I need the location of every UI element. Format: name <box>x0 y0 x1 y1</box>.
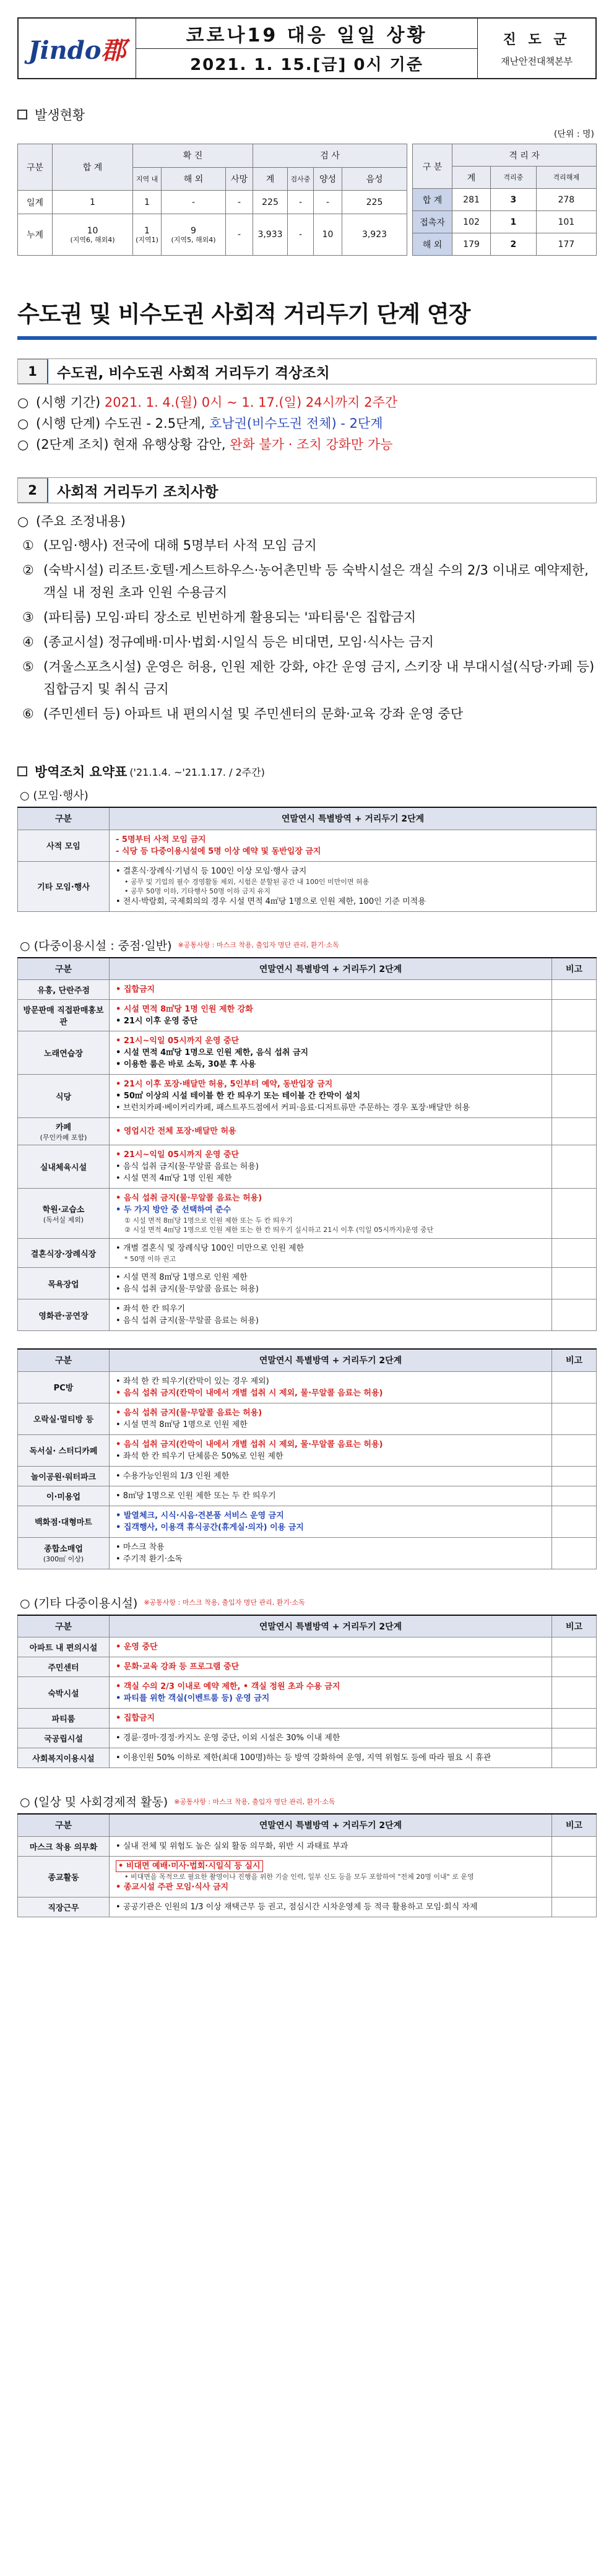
section-2-header: 2 사회적 거리두기 조치사항 <box>17 477 597 503</box>
measure-content: • 문화·교육 강좌 등 프로그램 중단 <box>110 1657 552 1677</box>
measure-content: • 21시~익일 05시까지 운영 중단 • 음식 섭취 금지(물·무알콜 음료는 허용) • 시설 면적 4㎡당 1명 인원 제한 <box>110 1145 552 1189</box>
remarks-cell <box>552 1537 597 1569</box>
facility-category: 오락실·멀티방 등 <box>18 1403 110 1434</box>
remarks-cell <box>552 1000 597 1031</box>
remarks-cell <box>552 1506 597 1537</box>
measure-content: • 8㎡당 1명으로 인원 제한 또는 두 칸 띄우기 <box>110 1486 552 1506</box>
measure-content: • 비대면 예배·미사·법회·시일식 등 실시 • 비대면을 목적으로 필요한 촬영이나 진행을 위한 기술 인력, 일부 신도 등을 모두 포함하여 "전체 20명 이내" 로 운영 • 종교시설 주관 모임·식사 금지 <box>110 1856 552 1897</box>
daily-activity-table: 구분 연말연시 특별방역 + 거리두기 2단계 비고 마스크 착용 의무화 • 실내 전체 및 위험도 높은 실외 활동 의무화, 위반 시 과태료 부과 종교활동 • 비대면 예배·미사·법회·시일식 등 실시 • 비대면을 목적으로 필요한 촬영이나 진행을 위한 기술 인력, 일부 신도 등을 모두 포함하여 "전체 20명 이내" 로 운영 • 종교시설 주관 모임·식사 금지 직장근무 • 공공기관은 인원의 1/3 이상 재택근무 등 권고, 점심시간 시차운영제 등 적극 활용하고 모임·회식 자제 <box>17 1813 597 1917</box>
facility-category: 결혼식장·장례식장 <box>18 1239 110 1268</box>
item-text: (주민센터 등) 아파트 내 편의시설 및 주민센터의 문화·교육 강좌 운영 중단 <box>43 706 464 721</box>
remarks-cell <box>552 1677 597 1709</box>
measure-row <box>18 1466 597 1486</box>
section-2-list <box>17 534 597 725</box>
adjustment-item <box>17 534 597 557</box>
logo-mark: Jindo郡 <box>28 35 126 65</box>
facility-category: 숙박시설 <box>18 1677 110 1709</box>
status-unit: (단위 : 명) <box>553 129 594 139</box>
item-text: (숙박시설) 리조트·호텔·게스트하우스·농어촌민박 등 숙박시설은 객실 수의 2/3 이내로 예약제한, 객실 내 정원 초과 인원 수용금지 <box>43 563 589 600</box>
facility-category: 방문판매 직접판매홍보관 <box>18 1000 110 1031</box>
measure-content: • 21시~익일 05시까지 운영 중단 • 시설 면적 4㎡당 1명으로 인원 제한, 음식 섭취 금지 • 이용한 룸은 바로 소독, 30분 후 사용 <box>110 1031 552 1075</box>
measure-row <box>18 1486 597 1506</box>
measure-row <box>18 1728 597 1748</box>
facility-category: 놀이공원·워터파크 <box>18 1466 110 1486</box>
multi-subtitle: ○ (다중이용시설 : 중점·일반) ※공통사항 : 마스크 착용, 출입자 명단 관리, 환기·소독 <box>20 939 339 953</box>
facility-category: 실내체육시설 <box>18 1145 110 1189</box>
measure-row <box>18 1856 597 1897</box>
report-header <box>17 17 597 79</box>
case-status-table: 구분 합 계 확 진 검 사 지역 내 해 외 사망 계 검사중 양성 음성 일계 1 1 - - 225 - - 225 누계 10 (지역6, 해외4) 1 (지역1) 9 (지역5, 해외4) - 3,933 - 10 3,923 <box>17 144 407 256</box>
facility-category: 아파트 내 편의시설 <box>18 1637 110 1657</box>
remarks-cell <box>552 1239 597 1268</box>
cumulative-row: 누계 10 (지역6, 해외4) 1 (지역1) 9 (지역5, 해외4) - 3,933 - 10 3,923 <box>18 214 407 256</box>
facility-category: 학원·교습소 (독서실 제외) <box>18 1189 110 1239</box>
remarks-cell <box>552 1836 597 1856</box>
measure-row <box>18 1677 597 1709</box>
item-number: ⑤ <box>22 659 34 674</box>
facility-category: 유흥, 단란주점 <box>18 980 110 1000</box>
facility-category: PC방 <box>18 1371 110 1403</box>
remarks-cell <box>552 1637 597 1657</box>
remarks-cell <box>552 1466 597 1486</box>
measure-row <box>18 1657 597 1677</box>
facility-category: 직장근무 <box>18 1897 110 1917</box>
checkbox-icon <box>17 766 27 776</box>
measure-content: • 실내 전체 및 위험도 높은 실외 활동 의무화, 위반 시 과태료 부과 <box>110 1836 552 1856</box>
measure-row <box>18 1709 597 1728</box>
measure-content: • 집합금지 <box>110 980 552 1000</box>
remarks-cell <box>552 1657 597 1677</box>
item-number: ③ <box>22 610 34 625</box>
measure-row <box>18 1268 597 1299</box>
other-subtitle: ○ (기타 다중이용시설) ※공통사항 : 마스크 착용, 출입자 명단 관리, 환기·소독 <box>20 1596 305 1610</box>
adjustment-item <box>17 656 597 700</box>
daily-row: 일계 1 1 - - 225 - - 225 <box>18 191 407 214</box>
facility-category: 백화점·대형마트 <box>18 1506 110 1537</box>
remarks-cell <box>552 1075 597 1118</box>
measure-row <box>18 1403 597 1434</box>
org-name: 진 도 군 <box>503 32 571 48</box>
measure-row <box>18 1118 597 1145</box>
measure-content: • 좌석 한 칸 띄우기(칸막이 있는 경우 제외) • 음식 섭취 금지(칸막이 내에서 개별 섭취 시 제외, 물·무알콜 음료는 허용) <box>110 1371 552 1403</box>
measure-row <box>18 1031 597 1075</box>
adjustment-item <box>17 606 597 628</box>
measure-content: • 음식 섭취 금지(물·무알콜 음료는 허용) • 시설 면적 8㎡당 1명으로 인원 제한 <box>110 1403 552 1434</box>
measure-content: • 집합금지 <box>110 1709 552 1728</box>
status-section-title: 발생현황 <box>17 105 597 124</box>
item-number: ⑥ <box>22 706 34 721</box>
checkbox-icon <box>17 110 27 119</box>
measure-row <box>18 1075 597 1118</box>
report-title: 코로나19 대응 일일 상황 <box>136 19 477 49</box>
main-heading: 수도권 및 비수도권 사회적 거리두기 단계 연장 <box>17 295 597 340</box>
meeting-subtitle: ○ (모임·행사) <box>20 789 89 802</box>
item-number: ① <box>22 538 34 553</box>
measure-row <box>18 1836 597 1856</box>
measure-content: • 시설 면적 8㎡당 1명으로 인원 제한 • 음식 섭취 금지(물·무알콜 음료는 허용) <box>110 1268 552 1299</box>
remarks-cell <box>552 1709 597 1728</box>
dept-name: 재난안전대책본부 <box>501 56 573 67</box>
item-text: (겨울스포츠시설) 운영은 허용, 인원 제한 강화, 야간 운영 금지, 스키장 내 부대시설(식당·카페 등) 집합금지 및 취식 금지 <box>43 659 595 696</box>
meeting-table: 구분 연말연시 특별방역 + 거리두기 2단계 사적 모임 - 5명부터 사적 모임 금지 - 식당 등 다중이용시설에 5명 이상 예약 및 동반입장 금지 기타 모임·행사 • 결혼식·장례식·기념식 등 100인 이상 모임·행사 금지 • 공무 및 기업의 필수 경영활동 제외, 시험은 분할된 공간 내 100인 미만이면 허용 • 공무 50명 이하, 기타행사 50명 이하 금지 유지 • 전시·박람회, 국제회의의 경우 시설 면적 4㎡당 1명으로 인원 제한, 100인 기준 미적용 <box>17 807 597 912</box>
facility-category: 종합소매업 (300㎡ 이상) <box>18 1537 110 1569</box>
report-date: 2021. 1. 15.[금] 0시 기준 <box>190 55 423 74</box>
summary-title: 방역조치 요약표 ('21.1.4. ~'21.1.17. / 2주간) <box>17 762 597 781</box>
item-text: (모임·행사) 전국에 대해 5명부터 사적 모임 금지 <box>43 538 317 553</box>
jindo-logo <box>19 19 136 78</box>
measure-row <box>18 1371 597 1403</box>
measure-row <box>18 1748 597 1768</box>
remarks-cell <box>552 1856 597 1897</box>
measure-content: • 좌석 한 칸 띄우기 • 음식 섭취 금지(물·무알콜 음료는 허용) <box>110 1299 552 1331</box>
measure-content: • 운영 중단 <box>110 1637 552 1657</box>
facility-category: 마스크 착용 의무화 <box>18 1836 110 1856</box>
facility-category: 카페 (무인카페 포함) <box>18 1118 110 1145</box>
multi-facility-table: 구분 연말연시 특별방역 + 거리두기 2단계 비고 유흥, 단란주점 • 집합금지 방문판매 직접판매홍보관 • 시설 면적 8㎡당 1명 인원 제한 강화 • 21시 이후 운영 중단 노래연습장 • 21시~익일 05시까지 운영 중단 • 시설 면적 4㎡당 1명으로 인원 제한, 음식 섭취 금지 • 이용한 룸은 바로 소독, 30분 후 사용 식당 • 21시 이후 포장·배달만 허용, 5인부터 예약, 동반입장 금지 • 50㎡ 이상의 시설 테이블 한 칸 띄우기 또는 테이블 간 칸막이 설치 • 브런치카페·베이커리카페, 패스트푸드점에서 커피·음료·디저트류만 주문하는 경우 포장·배달만 허용 카페 (무인카페 포함) • 영업시간 전체 포장·배달만 허용 실내체육시설 • 21시~익일 05시까지 운영 중단 • 음식 섭취 금지(물·무알콜 음료는 허용) • 시설 면적 4㎡당 1명 인원 제한 학원·교습소 (독서실 제외) • 음식 섭취 금지(물·무알콜 음료는 허용) • 두 가지 방안 중 선택하여 준수 ① 시설 면적 8㎡당 1명으로 인원 제한 또는 두 칸 띄우기 ② 시설 면적 4㎡당 1명으로 인원 제한 또는 한 칸 띄우기 실시하고 21시 이후 (익일 05시까지)운영 중단 결혼식장·장례식장 • 개별 결혼식 및 장례식당 100인 미만으로 인원 제한 * 50명 이하 권고 목욕장업 • 시설 면적 8㎡당 1명으로 인원 제한 • 음식 섭취 금지(물·무알콜 음료는 허용) 영화관·공연장 • 좌석 한 칸 띄우기 • 음식 섭취 금지(물·무알콜 음료는 허용) <box>17 957 597 1332</box>
facility-category: 국공립시설 <box>18 1728 110 1748</box>
item-text: (종교시설) 정규예배·미사·법회·시일식 등은 비대면, 모임·식사는 금지 <box>43 635 434 649</box>
measure-row <box>18 1189 597 1239</box>
measure-content: • 객실 수의 2/3 이내로 예약 제한, • 객실 정원 초과 수용 금지 • 파티를 위한 객실(이벤트룸 등) 운영 금지 <box>110 1677 552 1709</box>
measure-row <box>18 1897 597 1917</box>
remarks-cell <box>552 1371 597 1403</box>
facility-category: 종교활동 <box>18 1856 110 1897</box>
section-2-intro: ○ (주요 조정내용) <box>17 514 126 529</box>
measure-row <box>18 1434 597 1466</box>
facility-category: 이·미용업 <box>18 1486 110 1506</box>
facility-category: 사회복지이용시설 <box>18 1748 110 1768</box>
adjustment-item <box>17 559 597 604</box>
other-facility-table: 구분 연말연시 특별방역 + 거리두기 2단계 비고 아파트 내 편의시설 • 운영 중단 주민센터 • 문화·교육 강좌 등 프로그램 중단 숙박시설 • 객실 수의 2/3 이내로 예약 제한, • 객실 정원 초과 수용 금지 • 파티를 위한 객실(이벤트룸 등) 운영 금지 파티룸 • 집합금지 국공립시설 • 경륜·경마·경정·카지노 운영 중단, 이외 시설은 30% 이내 제한 사회복지이용시설 • 이용인원 50% 이하로 제한(최대 100명)하는 등 방역 강화하여 운영, 지역 위험도 등에 따라 필요 시 휴관 <box>17 1615 597 1769</box>
facility-category: 노래연습장 <box>18 1031 110 1075</box>
remarks-cell <box>552 1118 597 1145</box>
measure-content: • 공공기관은 인원의 1/3 이상 재택근무 등 권고, 점심시간 시차운영제 등 적극 활용하고 모임·회식 자제 <box>110 1897 552 1917</box>
measure-content: • 마스크 착용 • 주기적 환기·소독 <box>110 1537 552 1569</box>
facility-category: 식당 <box>18 1075 110 1118</box>
facility-category: 영화관·공연장 <box>18 1299 110 1331</box>
item-number: ④ <box>22 635 34 649</box>
remarks-cell <box>552 1031 597 1075</box>
remarks-cell <box>552 980 597 1000</box>
measure-row <box>18 1637 597 1657</box>
item-number: ② <box>22 563 34 578</box>
measure-content: • 시설 면적 8㎡당 1명 인원 제한 강화 • 21시 이후 운영 중단 <box>110 1000 552 1031</box>
remarks-cell <box>552 1268 597 1299</box>
section-1-header: 1 수도권, 비수도권 사회적 거리두기 격상조치 <box>17 358 597 384</box>
measure-content: • 경륜·경마·경정·카지노 운영 중단, 이외 시설은 30% 이내 제한 <box>110 1728 552 1748</box>
measure-row <box>18 980 597 1000</box>
remarks-cell <box>552 1299 597 1331</box>
measure-content: • 수용가능인원의 1/3 인원 제한 <box>110 1466 552 1486</box>
adjustment-item <box>17 631 597 653</box>
remarks-cell <box>552 1728 597 1748</box>
remarks-cell <box>552 1486 597 1506</box>
remarks-cell <box>552 1434 597 1466</box>
facility-category: 목욕장업 <box>18 1268 110 1299</box>
facility-category: 파티룸 <box>18 1709 110 1728</box>
remarks-cell <box>552 1897 597 1917</box>
facility-category: 주민센터 <box>18 1657 110 1677</box>
multi-facility-table-2: 구분 연말연시 특별방역 + 거리두기 2단계 비고 PC방 • 좌석 한 칸 띄우기(칸막이 있는 경우 제외) • 음식 섭취 금지(칸막이 내에서 개별 섭취 시 제외, 물·무알콜 음료는 허용) 오락실·멀티방 등 • 음식 섭취 금지(물·무알콜 음료는 허용) • 시설 면적 8㎡당 1명으로 인원 제한 독서실· 스터디카페 • 음식 섭취 금지(칸막이 내에서 개별 섭취 시 제외, 물·무알콜 음료는 허용) • 좌석 한 칸 띄우기 단체룸은 50%로 인원 제한 놀이공원·워터파크 • 수용가능인원의 1/3 인원 제한 이·미용업 • 8㎡당 1명으로 인원 제한 또는 두 칸 띄우기 백화점·대형마트 • 발열체크, 시식·시음·견본품 서비스 운영 금지 • 집객행사, 이용객 휴식공간(휴게실·의자) 이용 금지 종합소매업 (300㎡ 이상) • 마스크 착용 • 주기적 환기·소독 <box>17 1348 597 1569</box>
section-1-bullets: ○ (시행 기간) 2021. 1. 4.(월) 0시 ~ 1. 17.(일) 24시까지 2주간 ○ (시행 단계) 수도권 - 2.5단계, 호남권(비수도권 전체) - 2단계 ○ (2단계 조치) 현재 유행상황 감안, 완화 불가 · 조치 강화만 가능 <box>17 395 398 452</box>
measure-content: • 영업시간 전체 포장·배달만 허용 <box>110 1118 552 1145</box>
measure-row <box>18 1299 597 1331</box>
item-text: (파티룸) 모임·파티 장소로 빈번하게 활용되는 '파티룸'은 집합금지 <box>43 610 417 625</box>
remarks-cell <box>552 1145 597 1189</box>
measure-content: • 음식 섭취 금지(칸막이 내에서 개별 섭취 시 제외, 물·무알콜 음료는 허용) • 좌석 한 칸 띄우기 단체룸은 50%로 인원 제한 <box>110 1434 552 1466</box>
measure-row <box>18 1506 597 1537</box>
daily-subtitle: ○ (일상 및 사회경제적 활동) ※공통사항 : 마스크 착용, 출입자 명단 관리, 환기·소독 <box>20 1795 335 1809</box>
adjustment-item <box>17 703 597 725</box>
measure-row <box>18 1145 597 1189</box>
remarks-cell <box>552 1189 597 1239</box>
measure-content: • 개별 결혼식 및 장례식당 100인 미만으로 인원 제한 * 50명 이하 권고 <box>110 1239 552 1268</box>
measure-content: • 21시 이후 포장·배달만 허용, 5인부터 예약, 동반입장 금지 • 50㎡ 이상의 시설 테이블 한 칸 띄우기 또는 테이블 간 칸막이 설치 • 브런치카페·베이커리카페, 패스트푸드점에서 커피·음료·디저트류만 주문하는 경우 포장·배달만 허용 <box>110 1075 552 1118</box>
remarks-cell <box>552 1748 597 1768</box>
measure-content: • 음식 섭취 금지(물·무알콜 음료는 허용) • 두 가지 방안 중 선택하여 준수 ① 시설 면적 8㎡당 1명으로 인원 제한 또는 두 칸 띄우기 ② 시설 면적 4㎡당 1명으로 인원 제한 또는 한 칸 띄우기 실시하고 21시 이후 (익일 05시까지)운영 중단 <box>110 1189 552 1239</box>
measure-row <box>18 1239 597 1268</box>
measure-row <box>18 1000 597 1031</box>
measure-content: • 이용인원 50% 이하로 제한(최대 100명)하는 등 방역 강화하여 운영, 지역 위험도 등에 따라 필요 시 휴관 <box>110 1748 552 1768</box>
quarantine-table: 구 분 격 리 자 계 격리중 격리해제 합 계 281 3 278 접촉자 102 1 101 해 외 179 2 177 <box>412 144 597 256</box>
measure-content: • 발열체크, 시식·시음·견본품 서비스 운영 금지 • 집객행사, 이용객 휴식공간(휴게실·의자) 이용 금지 <box>110 1506 552 1537</box>
facility-category: 독서실· 스터디카페 <box>18 1434 110 1466</box>
measure-row <box>18 1537 597 1569</box>
remarks-cell <box>552 1403 597 1434</box>
